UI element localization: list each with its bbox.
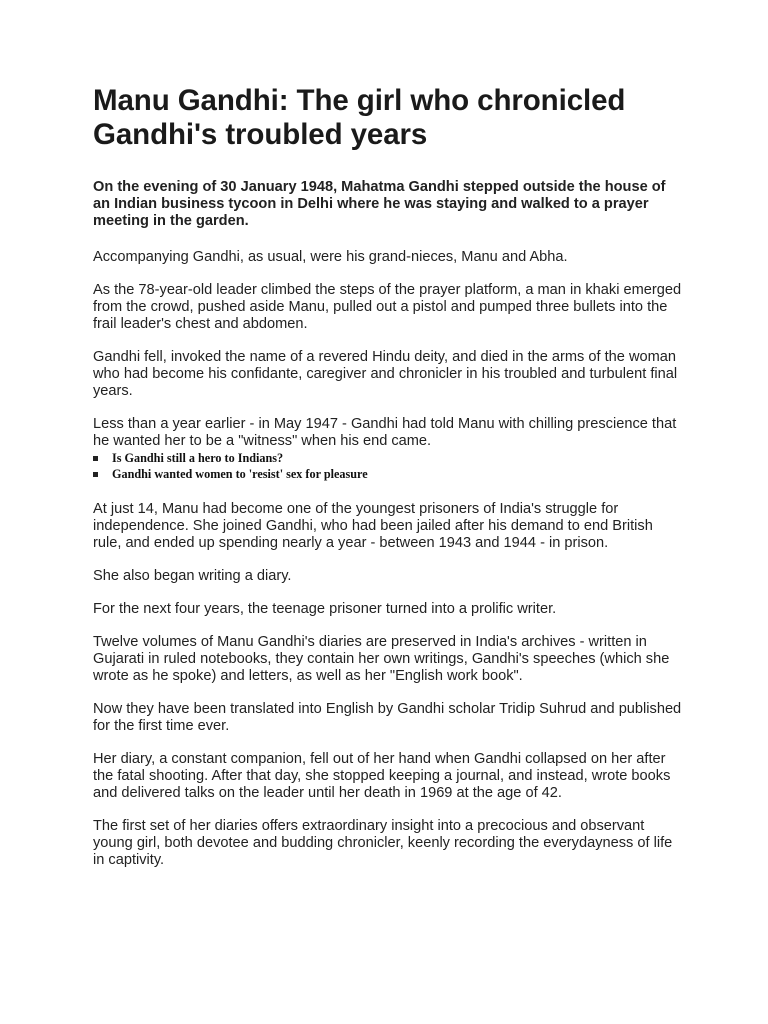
related-links-list [93, 451, 683, 482]
paragraph: For the next four years, the teenage prisoner turned into a prolific writer. [93, 601, 557, 617]
paragraph: Gandhi fell, invoked the name of a revered Hindu deity, and died in the arms of the woman who had become his confidante, caregiver and chronicler in his troubled and turbulent final years. [93, 349, 678, 399]
related-link-text[interactable]: Is Gandhi still a hero to Indians? [112, 451, 284, 465]
paragraph: She also began writing a diary. [93, 568, 292, 584]
paragraph: Accompanying Gandhi, as usual, were his grand-nieces, Manu and Abha. [93, 249, 568, 265]
paragraph: Twelve volumes of Manu Gandhi's diaries are preserved in India's archives - written in Gujarati in ruled notebooks, they contain her own writings, Gandhi's speeches (which she wrote as he spoke) and letters, as well as her "English work book". [93, 634, 670, 684]
paragraph: Her diary, a constant companion, fell out of her hand when Gandhi collapsed on her after the fatal shooting. After that day, she stopped keeping a journal, and instead, wrote books and delivered talks on the leader until her death in 1969 at the age of 42. [93, 751, 671, 801]
bullet-square-icon [93, 472, 98, 477]
article-lede: On the evening of 30 January 1948, Mahatma Gandhi stepped outside the house of an Indian business tycoon in Delhi where he was staying and walked to a prayer meeting in the garden. [93, 179, 666, 229]
bullet-square-icon [93, 456, 98, 461]
related-link[interactable] [93, 451, 683, 467]
paragraph: The first set of her diaries offers extraordinary insight into a precocious and observant young girl, both devotee and budding chronicler, keenly recording the everydayness of life in captivity. [93, 818, 673, 868]
paragraph: At just 14, Manu had become one of the youngest prisoners of India's struggle for independence. She joined Gandhi, who had been jailed after his demand to end British rule, and ended up spending nearly a year - between 1943 and 1944 - in prison. [93, 501, 653, 551]
article-title: Manu Gandhi: The girl who chronicled Gandhi's troubled years [93, 84, 626, 151]
article [93, 84, 683, 869]
paragraph: As the 78-year-old leader climbed the steps of the prayer platform, a man in khaki emerged from the crowd, pushed aside Manu, pulled out a pistol and pumped three bullets into the frail leader's chest and abdomen. [93, 282, 682, 332]
related-link[interactable] [93, 467, 683, 483]
related-link-text[interactable]: Gandhi wanted women to 'resist' sex for pleasure [112, 466, 368, 481]
paragraph: Less than a year earlier - in May 1947 - Gandhi had told Manu with chilling prescience that he wanted her to be a "witness" when his end came. [93, 416, 677, 449]
paragraph: Now they have been translated into English by Gandhi scholar Tridip Suhrud and published for the first time ever. [93, 701, 682, 734]
